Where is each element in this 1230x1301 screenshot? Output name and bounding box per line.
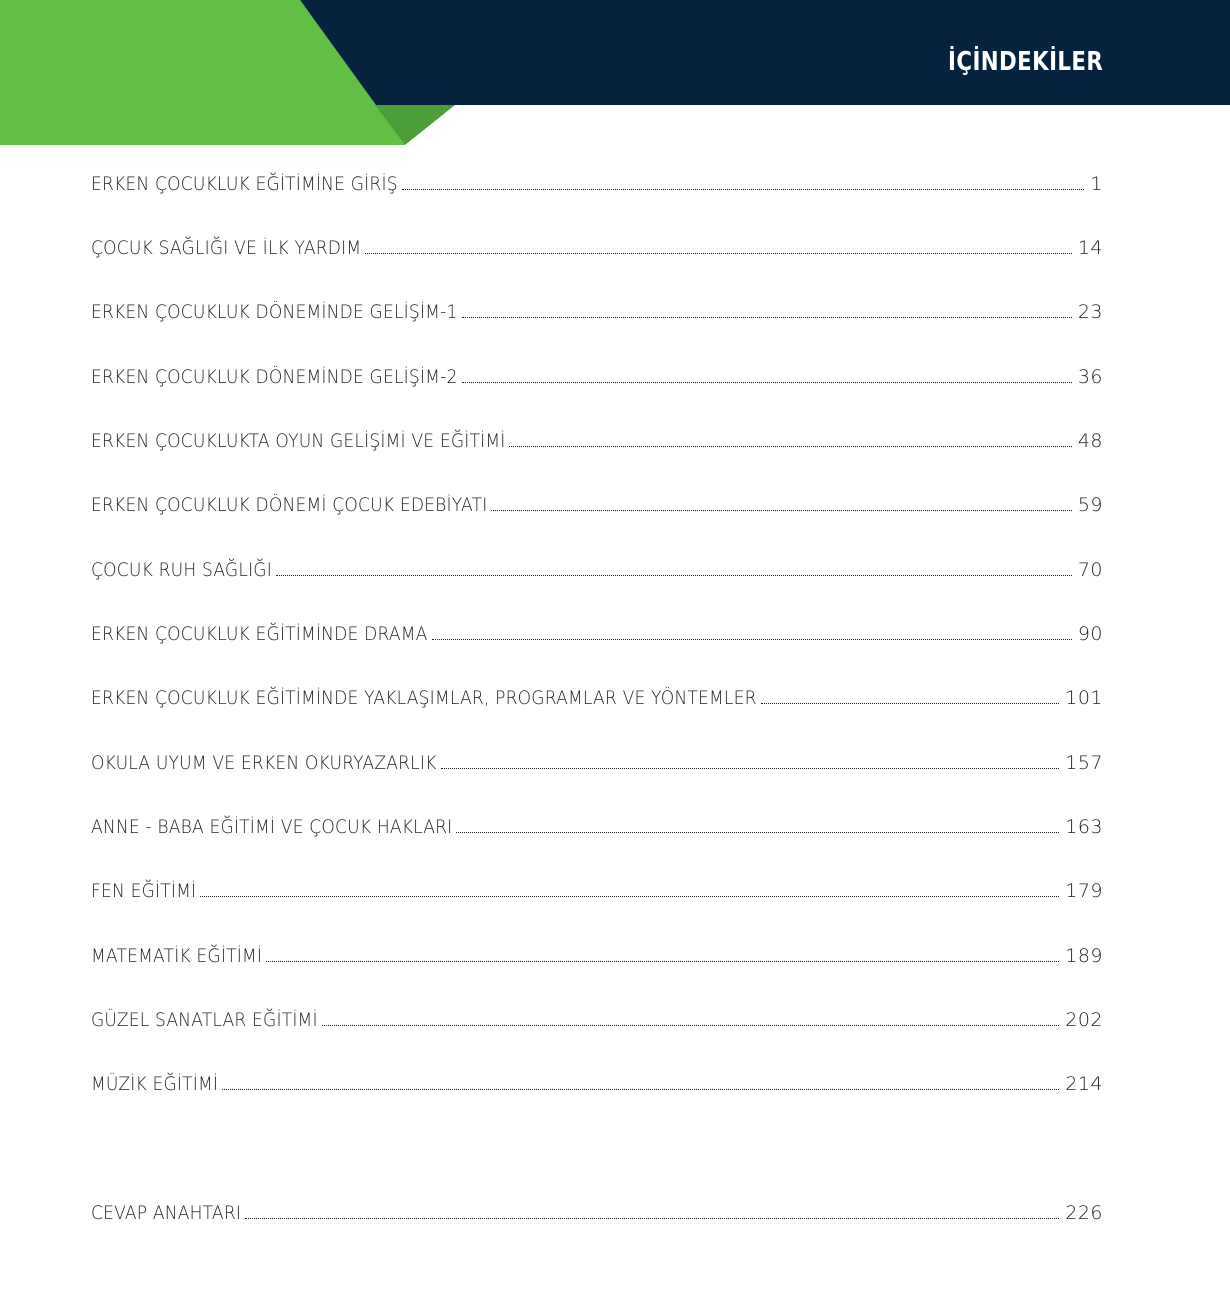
toc-entry-page-number: 163 xyxy=(1065,816,1103,838)
toc-entry-page-number: 59 xyxy=(1077,494,1103,516)
toc-entry-title: ERKEN ÇOCUKLUK DÖNEMİNDE GELİŞİM-1 xyxy=(91,301,458,323)
toc-entry[interactable] xyxy=(91,1065,1103,1095)
toc-entry-title: MÜZİK EĞİTİMİ xyxy=(91,1073,219,1095)
toc-entry[interactable] xyxy=(91,1001,1103,1031)
toc-dot-leader xyxy=(222,1088,1059,1090)
toc-dot-leader xyxy=(402,188,1085,190)
toc-dot-leader xyxy=(245,1217,1059,1219)
toc-entry-title: ERKEN ÇOCUKLUK DÖNEMİ ÇOCUK EDEBİYATI xyxy=(91,494,488,516)
toc-dot-leader xyxy=(432,638,1072,640)
toc-entry-title: ERKEN ÇOCUKLUK DÖNEMİNDE GELİŞİM-2 xyxy=(91,366,458,388)
toc-entry-page-number: 23 xyxy=(1077,301,1103,323)
toc-entry-page-number: 189 xyxy=(1065,945,1103,967)
page-header xyxy=(0,0,1230,145)
toc-entry[interactable] xyxy=(91,808,1103,838)
toc-entry-page-number: 1 xyxy=(1090,173,1103,195)
toc-dot-leader xyxy=(365,252,1071,254)
toc-entry-title: ERKEN ÇOCUKLUK EĞİTİMİNE GİRİŞ xyxy=(91,173,398,195)
toc-entry-page-number: 90 xyxy=(1077,623,1103,645)
toc-dot-leader xyxy=(491,509,1071,511)
toc-dot-leader xyxy=(276,574,1072,576)
toc-dot-leader xyxy=(509,445,1071,447)
toc-dot-leader xyxy=(266,960,1059,962)
toc-entry-page-number: 202 xyxy=(1065,1009,1103,1031)
toc-entry-title: FEN EĞİTİMİ xyxy=(91,880,197,902)
toc-entry-page-number: 157 xyxy=(1065,752,1103,774)
toc-entry[interactable] xyxy=(91,937,1103,967)
toc-entry[interactable] xyxy=(91,615,1103,645)
toc-entry-page-number: 179 xyxy=(1065,880,1103,902)
toc-entry[interactable] xyxy=(91,551,1103,581)
toc-entry-title: ERKEN ÇOCUKLUK EĞİTİMİNDE DRAMA xyxy=(91,623,428,645)
toc-entry-page-number: 48 xyxy=(1077,430,1103,452)
toc-entry-title: ÇOCUK SAĞLIĞI VE İLK YARDIM xyxy=(91,237,362,259)
toc-entry-page-number: 214 xyxy=(1065,1073,1103,1095)
toc-entry[interactable] xyxy=(91,744,1103,774)
toc-entry-title: ÇOCUK RUH SAĞLIĞI xyxy=(91,559,272,581)
toc-entry-page-number: 226 xyxy=(1065,1202,1103,1224)
toc-entry-title: OKULA UYUM VE ERKEN OKURYAZARLIK xyxy=(91,752,437,774)
toc-entry[interactable] xyxy=(91,293,1103,323)
toc-dot-leader xyxy=(462,316,1072,318)
toc-entry-title: CEVAP ANAHTARI xyxy=(91,1202,242,1224)
toc-entry-title: ERKEN ÇOCUKLUK EĞİTİMİNDE YAKLAŞIMLAR, PROGRAMLAR VE YÖNTEMLER xyxy=(91,687,757,709)
toc-dot-leader xyxy=(200,895,1059,897)
toc-entry[interactable] xyxy=(91,229,1103,259)
toc-dot-leader xyxy=(441,767,1060,769)
toc-dot-leader xyxy=(456,831,1059,833)
page-title: İÇİNDEKİLER xyxy=(947,47,1103,77)
toc-entry-title: ERKEN ÇOCUKLUKTA OYUN GELİŞİMİ VE EĞİTİMİ xyxy=(91,430,506,452)
toc-entry[interactable] xyxy=(91,165,1103,195)
toc-entry-title: ANNE - BABA EĞİTİMİ VE ÇOCUK HAKLARI xyxy=(91,816,453,838)
toc-dot-leader xyxy=(761,702,1060,704)
toc-entry-page-number: 36 xyxy=(1077,366,1103,388)
toc-dot-leader xyxy=(322,1024,1060,1026)
toc-entry[interactable] xyxy=(91,358,1103,388)
toc-entry[interactable] xyxy=(91,422,1103,452)
toc-entry-page-number: 101 xyxy=(1065,687,1103,709)
toc-entry[interactable] xyxy=(91,872,1103,902)
toc-entry-answer-key[interactable] xyxy=(91,1194,1103,1224)
toc-dot-leader xyxy=(462,381,1072,383)
toc-entry[interactable] xyxy=(91,679,1103,709)
toc-entry-page-number: 14 xyxy=(1077,237,1103,259)
toc-entry-title: GÜZEL SANATLAR EĞİTİMİ xyxy=(91,1009,318,1031)
toc-entry-title: MATEMATİK EĞİTİMİ xyxy=(91,945,263,967)
toc-entry[interactable] xyxy=(91,486,1103,516)
toc-entry-page-number: 70 xyxy=(1077,559,1103,581)
